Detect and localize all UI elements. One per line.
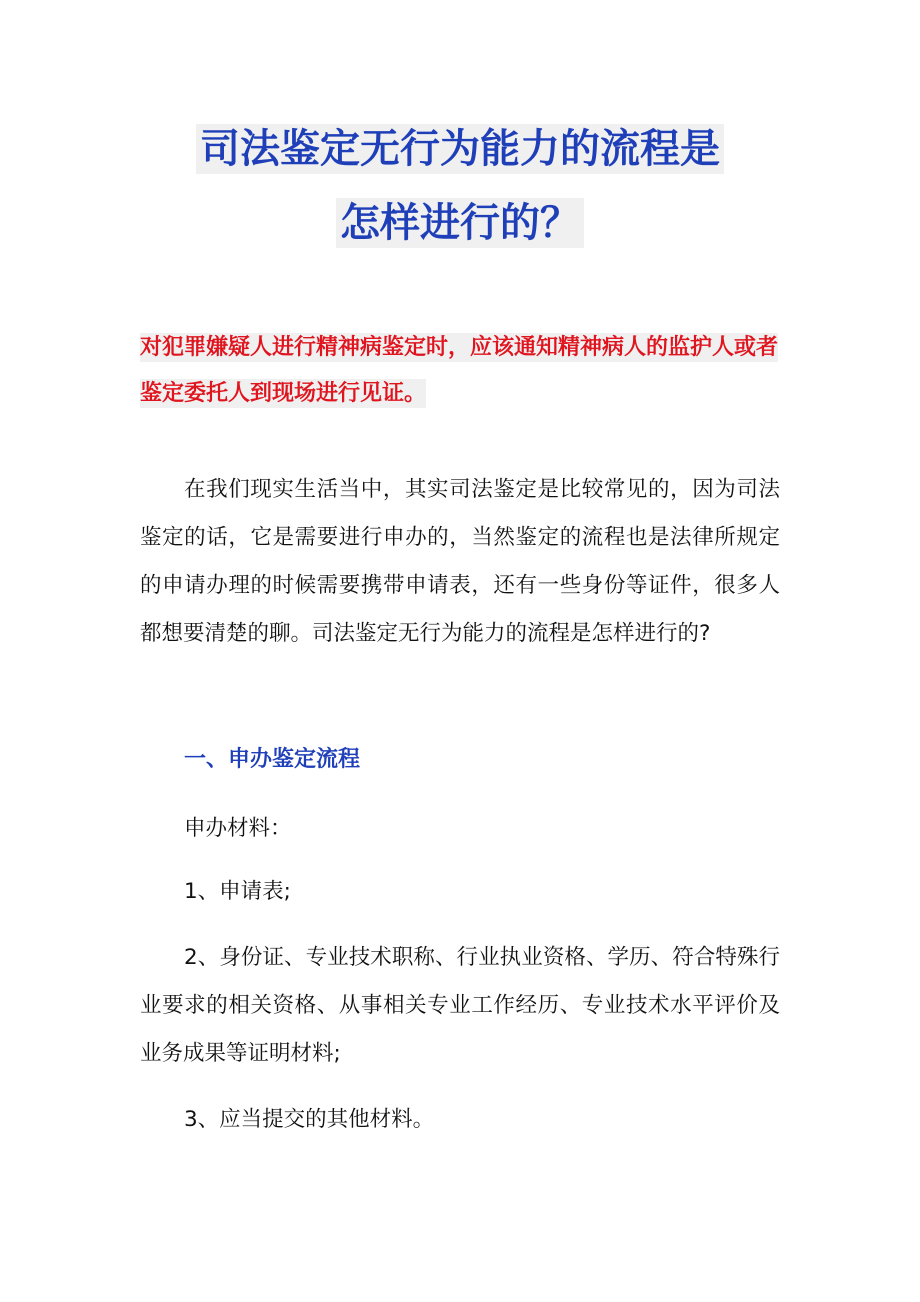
intro-paragraph: 在我们现实生活当中，其实司法鉴定是比较常见的，因为司法鉴定的话，它是需要进行申办的，当然鉴定的流程也是法律所规定的申请办理的时候需要携带申请表，还有一些身份等证件，很多人都想要清楚的聊。司法鉴定无行为能力的流程是怎样进行的?: [140, 477, 780, 646]
page-title: [140, 112, 780, 260]
title-line-1: 司法鉴定无行为能力的流程是: [196, 124, 724, 174]
material-item-3: 3、应当提交的其他材料。: [184, 1107, 435, 1132]
materials-label: 申办材料：: [184, 816, 292, 841]
summary-highlight: 对犯罪嫌疑人进行精神病鉴定时，应该通知精神病人的监护人或者鉴定委托人到现场进行见证。: [140, 335, 779, 406]
section-heading-1: 一、申办鉴定流程: [184, 747, 361, 772]
material-item-1: 1、申请表;: [184, 879, 291, 904]
material-item-2: 2、身份证、专业技术职称、行业执业资格、学历、符合特殊行业要求的相关资格、从事相关专业工作经历、专业技术水平评价及业务成果等证明材料;: [140, 945, 780, 1066]
title-line-2: 怎样进行的？: [336, 198, 584, 248]
summary-text: [140, 325, 790, 417]
